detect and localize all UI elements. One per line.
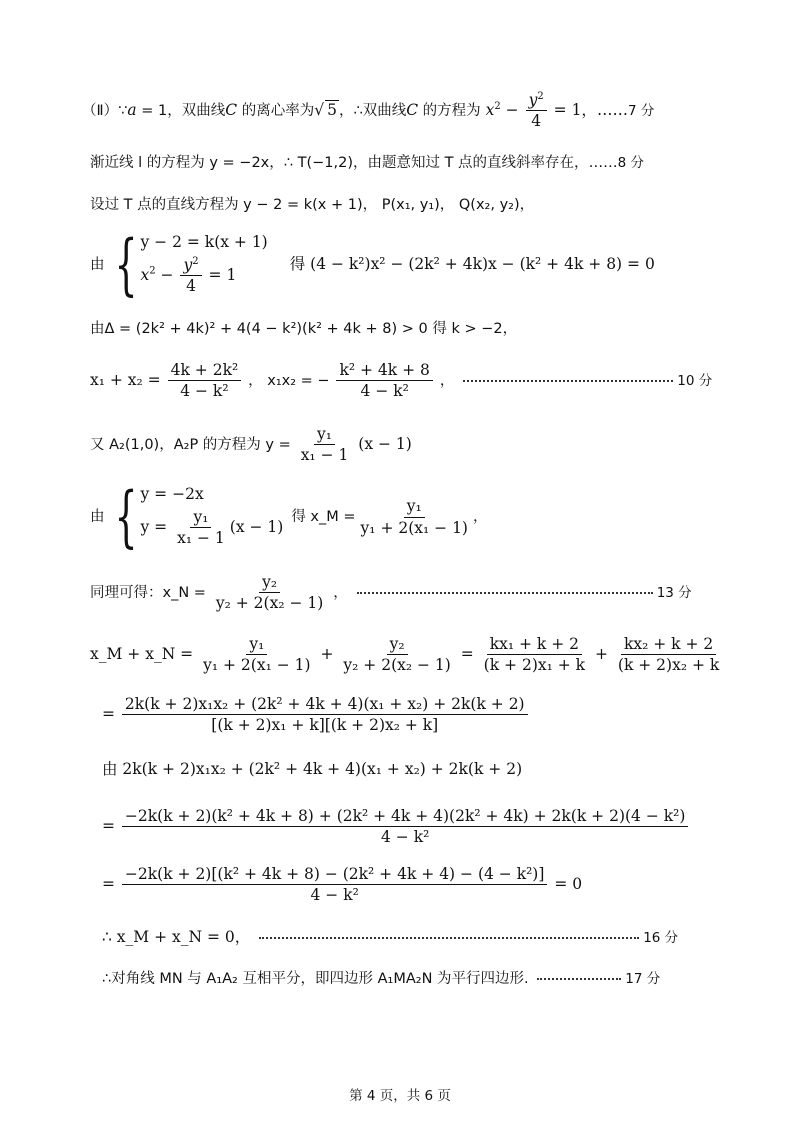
score-label: 17 分	[625, 971, 661, 987]
sqrt-value: 5	[327, 100, 337, 119]
text: 渐近线 l 的方程为 y = −2x，∴ T(−1,2)，由题意知过 T 点的直线斜率存在，	[90, 155, 589, 171]
var-c: C	[225, 100, 238, 119]
fraction: $\frac{\text{kx₂ + k + 2}}{\text{(k + 2)x₂ + k}}$	[617, 635, 720, 675]
fraction: $\frac{\text{y₂}}{\text{y₂ + 2(x₂ − 1)}}$	[215, 573, 324, 613]
score-label: 7 分	[627, 102, 655, 119]
line-9	[90, 574, 692, 612]
fraction: $\frac{\text{kx₁ + k + 2}}{\text{(k + 2)x₁ + k}}$	[483, 635, 586, 675]
line-15	[102, 930, 678, 946]
text: = 1，	[548, 100, 597, 119]
dotted-leader	[537, 978, 621, 980]
dotted-leader	[259, 937, 639, 939]
text: ，	[472, 508, 488, 525]
line-2	[90, 156, 644, 171]
score-label: 8 分	[617, 155, 644, 171]
fraction: $\frac{\text{2k(k + 2)x₁x₂ + (2k² + 4k + 4)(x₁ + x₂) + 2k(k + 2)}}{\text{[(k + 2)x₁ + k][(k + 2)x₂ + k]}}$	[122, 696, 528, 734]
score-label: 10 分	[677, 372, 713, 389]
text: ，	[333, 584, 348, 601]
dotted-leader	[357, 592, 653, 594]
fraction: −2k(k + 2)(k² + 4k + 8) + (2k² + 4k + 4)(2k² + 4k) + 2k(k + 2)(4 − k²) 4 − k²	[122, 808, 688, 846]
text: 又 A₂(1,0)，A₂P 的方程为 y =	[90, 436, 291, 453]
brace-icon: {	[113, 226, 138, 303]
score-label: 13 分	[656, 584, 692, 601]
line-4	[90, 226, 655, 303]
line-14: = $\frac{\text{−2k(k + 2)[(k² + 4k + 8) − (2k² + 4k + 4) − (4 − k²)]}}{\text{4 − k²}}$ = 0	[102, 865, 583, 905]
text: 由	[90, 256, 105, 273]
fraction: $\frac{\text{y₁}}{\text{y₁ + 2(x₁ − 1)}}$	[360, 497, 468, 537]
text: 由	[90, 508, 105, 525]
system-row: $x^2$ − $\frac{y^2}{4}$ = 1	[140, 255, 237, 296]
fraction: $\frac{\text{−2k(k + 2)[(k² + 4k + 8) − (2k² + 4k + 4) − (4 − k²)]}}{\text{4 − k²}}$	[122, 866, 547, 904]
line-5	[90, 322, 517, 337]
text: 的离心率为	[237, 102, 315, 119]
dots: ……	[596, 100, 628, 119]
fraction: $\frac{\text{4k + 2k²}}{\text{4 − k²}}$	[168, 362, 242, 400]
dots: ……	[588, 155, 618, 171]
line-1: （Ⅱ）∵a = 1，双曲线C 的离心率为√ 5 ，∴双曲线C 的方程为 $x^2$ − $\frac{y^2}{4}$ = 1，……7 分	[82, 90, 655, 131]
line-7	[90, 426, 412, 464]
text: 由Δ = (2k² + 4k)² + 4(4 − k²)(k² + 4k + 8) > 0 得 k > −2，	[90, 321, 518, 337]
line-10: x_M + x_N = $\frac{\text{y₁}}{\text{y₁ + 2(x₁ − 1)}}$ + $\frac{\text{y₂}}{\text{y₂ + 2(x₂ − 1)}}$ = $\frac{\text{kx₁ + k + 2}}{\text{(k + 2)x₁ + k}}$ + $\frac{\text{kx₂ + k + 2}}{\text{(k + 2)x₂ + k}}$	[90, 636, 724, 674]
part-label: （Ⅱ）∵	[82, 102, 128, 119]
text: = 0	[554, 874, 583, 893]
system-row: y = $\frac{\text{y₁}}{\text{x₁ − 1}}$ (x − 1)	[140, 507, 284, 548]
hyperbola-equation: $x^2$ − $\frac{y^2}{4}$	[486, 101, 549, 119]
brace-icon: {	[113, 478, 138, 555]
line-11: = $\frac{\text{2k(k + 2)x₁x₂ + (2k² + 4k + 4)(x₁ + x₂) + 2k(k + 2)}}{\text{[(k + 2)x₁ + k][(k + 2)x₂ + k]}}$	[102, 696, 530, 734]
text: 得 (4 − k²)x² − (2k² + 4k)x − (k² + 4k + 8) = 0	[289, 255, 655, 274]
text: = 1，双曲线	[136, 102, 226, 119]
text: (x − 1)	[358, 434, 412, 453]
equation-system	[90, 226, 655, 303]
text: ∴对角线 MN 与 A₁A₂ 互相平分，即四边形 A₁MA₂N 为平行四边形.	[102, 971, 529, 987]
line-3	[90, 198, 534, 213]
text: 得 x_M =	[291, 508, 356, 525]
var-c: C	[406, 100, 419, 119]
system-row: y − 2 = k(x + 1)	[140, 233, 268, 252]
text: ∴ x_M + x_N = 0，	[102, 928, 251, 946]
line-6	[90, 362, 712, 400]
text: ， x₁x₂ = −	[248, 372, 330, 389]
text: ，	[439, 372, 455, 389]
var-a: a	[127, 100, 137, 119]
text: x₁ + x₂ =	[90, 370, 161, 389]
line-16	[102, 972, 660, 987]
line-13: = −2k(k + 2)(k² + 4k + 8) + (2k² + 4k + 4)(2k² + 4k) + 2k(k + 2)(4 − k²) 4 − k²	[102, 808, 690, 846]
page-footer: 第 4 页，共 6 页	[349, 1088, 451, 1104]
text: ，∴双曲线	[338, 102, 407, 119]
text: 由 2k(k + 2)x₁x₂ + (2k² + 4k + 4)(x₁ + x₂) + 2k(k + 2)	[102, 760, 523, 778]
fraction: $\frac{\text{k² + 4k + 8}}{\text{4 − k²}}$	[336, 362, 432, 400]
text: x_M + x_N =	[90, 644, 194, 663]
equation-system	[90, 478, 488, 555]
text: 的方程为	[418, 102, 481, 119]
line-12	[102, 762, 522, 778]
fraction: $\frac{\text{y₁}}{\text{x₁ − 1}}$	[300, 425, 349, 465]
fraction: $\frac{\text{y₁}}{\text{y₁ + 2(x₁ − 1)}}$	[203, 635, 311, 675]
line-8	[90, 478, 488, 555]
score-label: 16 分	[643, 930, 679, 946]
fraction: $\frac{\text{y₂}}{\text{y₂ + 2(x₂ − 1)}}$	[343, 635, 451, 675]
dotted-leader	[463, 380, 673, 382]
text: 设过 T 点的直线方程为 y − 2 = k(x + 1)， P(x₁, y₁)， Q(x₂, y₂)，	[90, 197, 535, 213]
system-row: y = −2x	[140, 485, 204, 504]
text: 同理可得：x_N =	[90, 584, 206, 601]
